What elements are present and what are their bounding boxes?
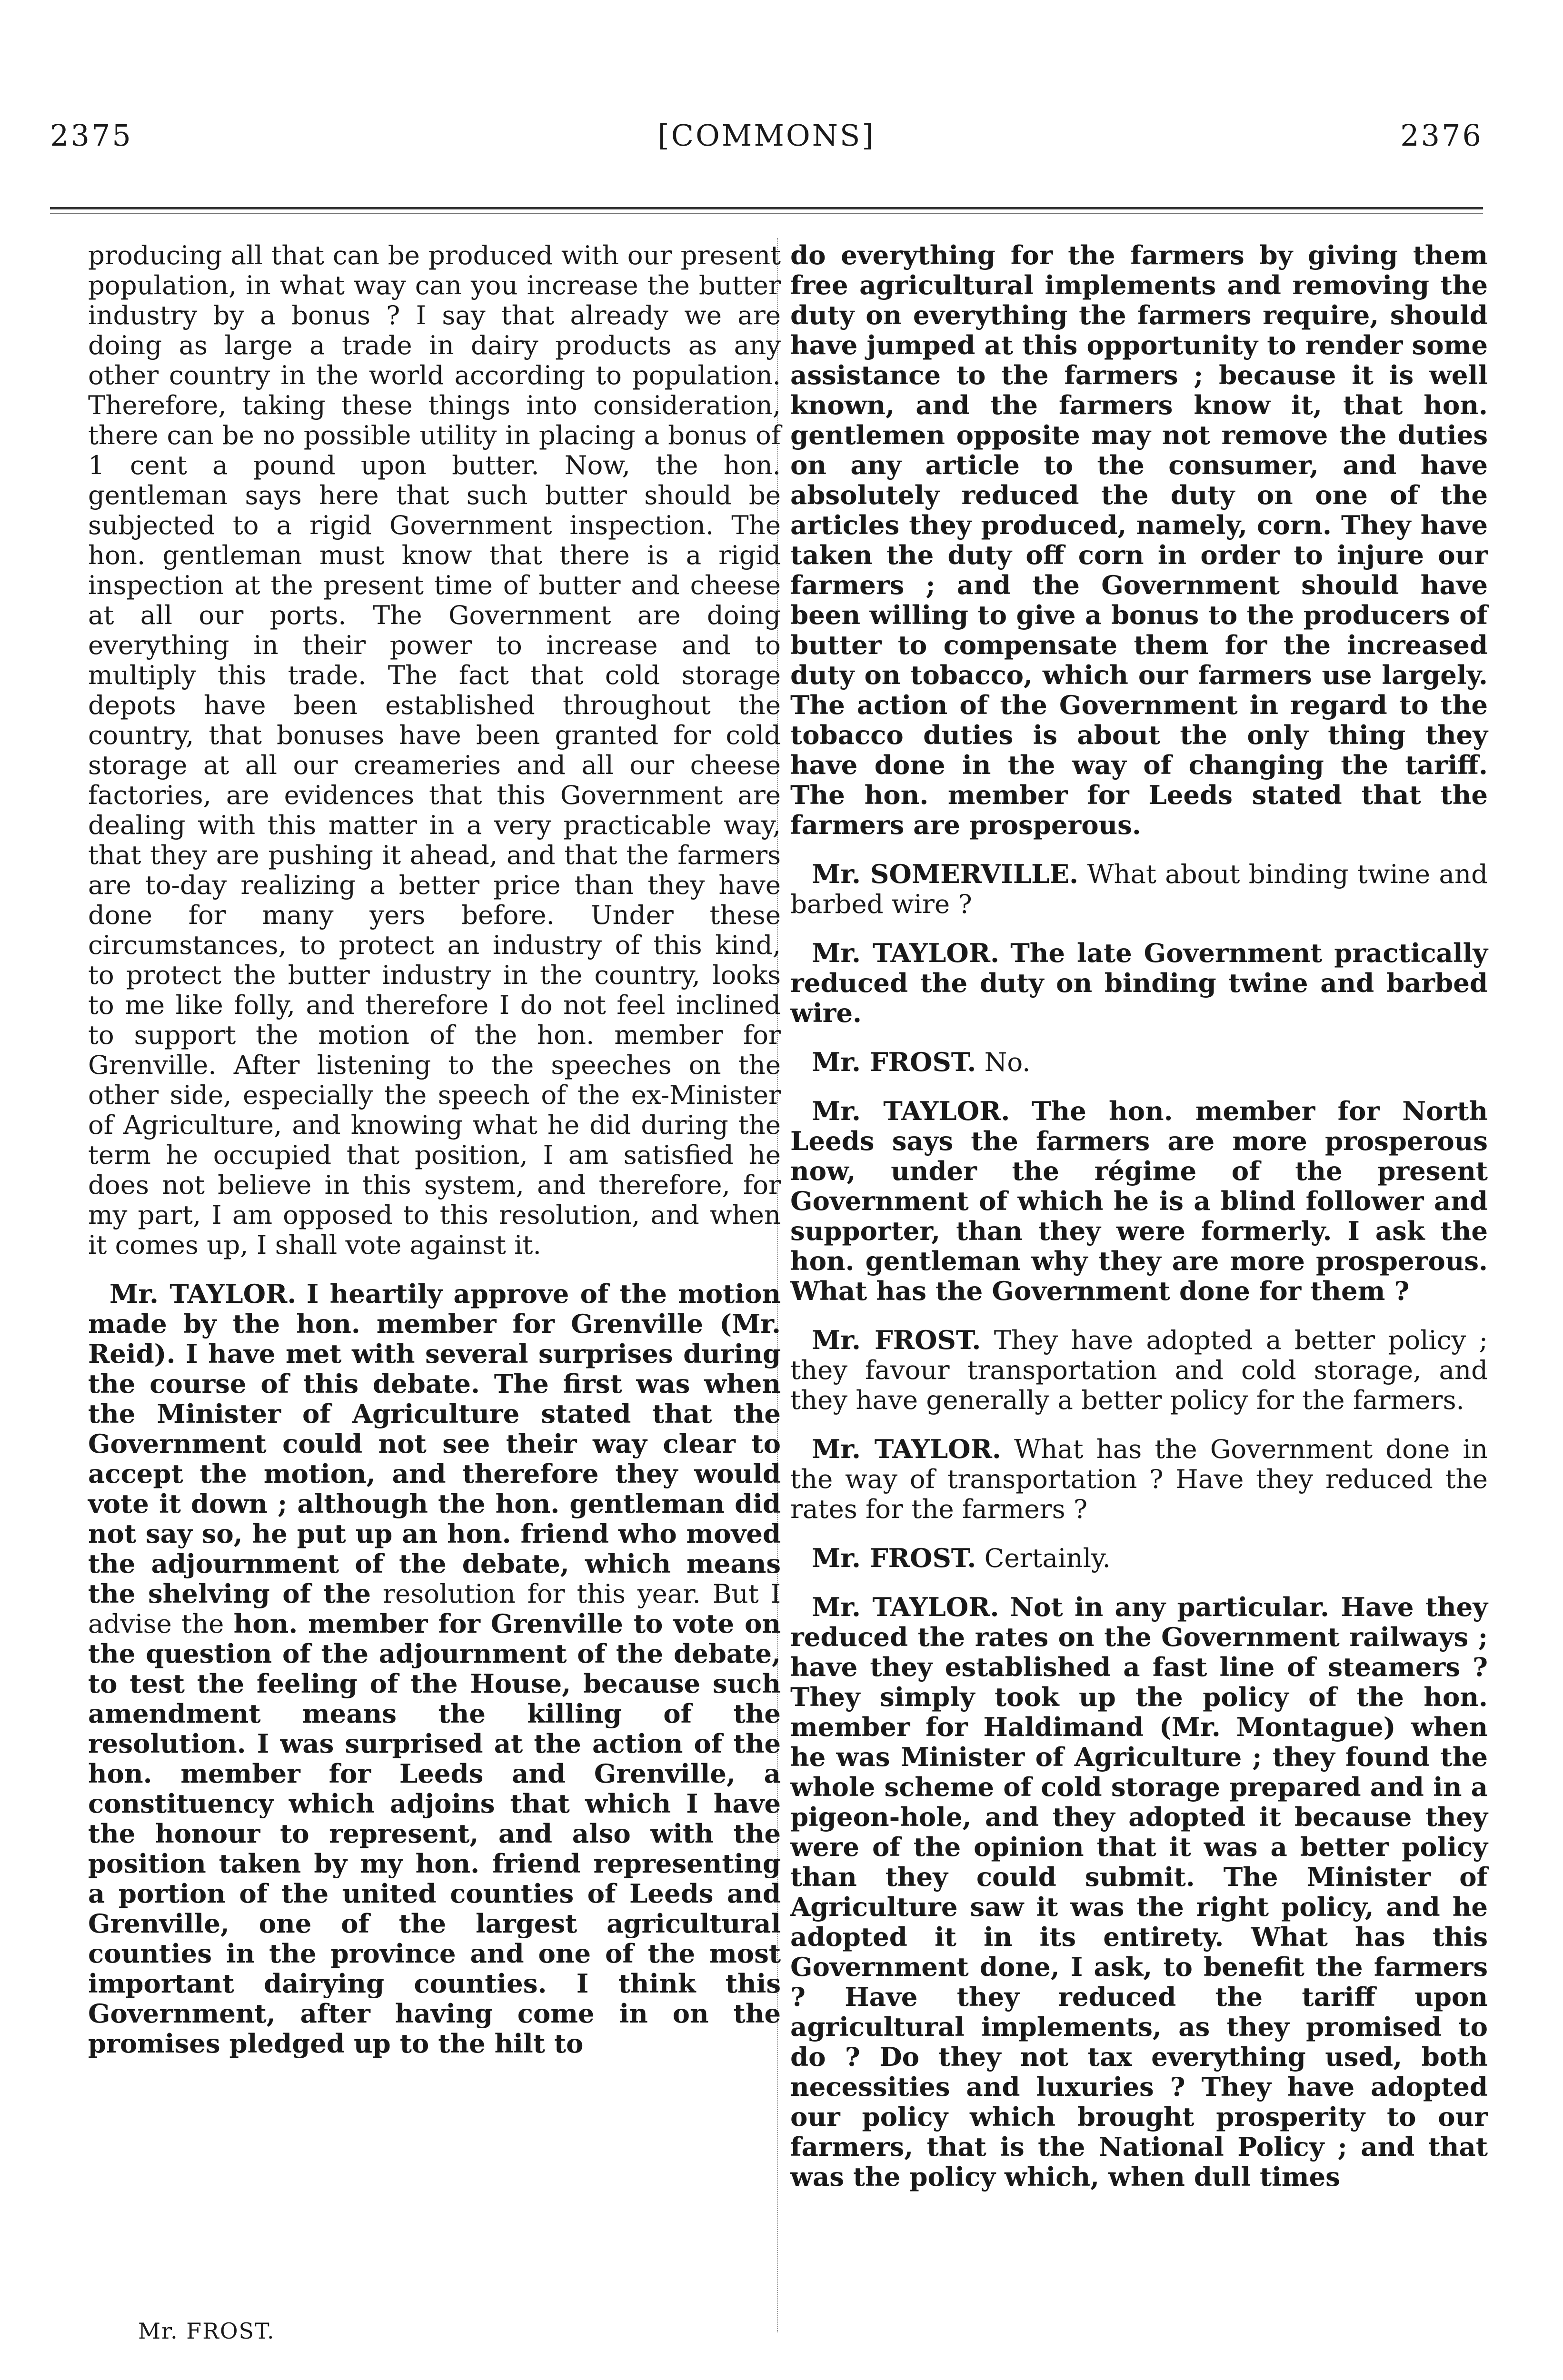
right-paragraph-9 [790, 1592, 1488, 2192]
speech-text-plain: resolution for this year. But I advise the [88, 1578, 781, 1639]
right-paragraph-6 [790, 1325, 1488, 1415]
right-paragraph-4 [790, 1047, 1488, 1077]
right-paragraph-5 [790, 1096, 1488, 1306]
right-paragraph-8 [790, 1543, 1488, 1573]
speech-text: What about binding twine and barbed wire ? [790, 859, 1488, 919]
speaker-name: Mr. TAYLOR. [110, 1279, 297, 1309]
speech-text: The late Government practically reduced the duty on binding twine and barbed wire. [790, 938, 1488, 1028]
speaker-name: Mr. FROST. [812, 1047, 976, 1077]
speaker-name: Mr. TAYLOR. [812, 1096, 1010, 1126]
speaker-name: Mr. FROST. [812, 1543, 976, 1573]
running-head: [COMMONS] [657, 118, 876, 153]
left-paragraph-2 [88, 1279, 781, 2059]
speaker-name: Mr. SOMERVILLE. [812, 859, 1078, 889]
right-paragraph-1: do everything for the farmers by giving them free agricultural implements and removing the duty on everything the farmers require, should have jumped at this opportunity to render some assistance to the farmers ; because it is well known, and the farmers know it, that hon. gentlemen opposite may not remove the duties on any article to the consumer, and have absolutely reduced the duty on one of the articles they produced, namely, corn. They have taken the duty off corn in order to injure our farmers ; and the Government should have been willing to give a bonus to the producers of butter to compensate them for the increased duty on tobacco, which our farmers use largely. The action of the Government in regard to the tobacco duties is about the only thing they have done in the way of changing the tariff. The hon. member for Leeds stated that the farmers are prosperous. [790, 240, 1488, 840]
right-paragraph-2 [790, 859, 1488, 919]
speaker-name: Mr. TAYLOR. [812, 1434, 1001, 1464]
left-column [88, 240, 781, 2078]
speech-text: Not in any particular. Have they reduced the rates on the Government railways ; have they established a fast line of steamers ? They simply took up the policy of the hon. member for Haldimand (Mr. Montague) when he was Minister of Agriculture ; they found the whole scheme of cold storage prepared and in a pigeon-hole, and they adopted it because they were of the opinion that it was a better policy than they could submit. The Minister of Agriculture saw it was the right policy, and he adopted it in its entirety. What has this Government done, I ask, to benefit the farmers ? Have they reduced the tariff upon agricultural implements, as they promised to do ? Do they not tax everything used, both necessities and luxuries ? They have adopted our policy which brought prosperity to our farmers, that is the National Policy ; and that was the policy which, when dull times [790, 1592, 1488, 2192]
speech-text: They have adopted a better policy ; they favour transportation and cold storage, and they have generally a better policy for the farmers. [790, 1325, 1488, 1415]
speech-text: No. [984, 1047, 1031, 1077]
left-paragraph-1: producing all that can be produced with our present population, in what way can you increase the butter industry by a bonus ? I say that already we are doing as large a trade in dairy products as any other country in the world according to population. Therefore, taking these things into consideration, there can be no possible utility in placing a bonus of 1 cent a pound upon butter. Now, the hon. gentleman says here that such butter should be subjected to a rigid Government inspection. The hon. gentleman must know that there is a rigid inspection at the present time of butter and cheese at all our ports. The Government are doing everything in their power to increase and to multiply this trade. The fact that cold storage depots have been established throughout the country, that bonuses have been granted for cold storage at all our creameries and all our cheese factories, are evidences that this Government are dealing with this matter in a very practicable way, that they are pushing it ahead, and that the farmers are to-day realizing a better price than they have done for many yers before. Under these circumstances, to protect an industry of this kind, to protect the butter industry in the country, looks to me like folly, and therefore I do not feel inclined to support the motion of the hon. member for Grenville. After listening to the speeches on the other side, especially the speech of the ex-Minister of Agriculture, and knowing what he did during the term he occupied that position, I am satisfied he does not believe in this system, and therefore, for my part, I am opposed to this resolution, and when it comes up, I shall vote against it. [88, 240, 781, 1260]
speech-text-bold-cont: hon. member for Grenville to vote on the question of the adjournment of the debate, to test the feeling of the House, because such amendment means the killing of the resolution. I was surprised at the action of the hon. member for Leeds and Grenville, a constituency which adjoins that which I have the honour to represent, and also with the position taken by my hon. friend representing a portion of the united counties of Leeds and Grenville, one of the largest agricultural counties in the province and one of the most important dairying counties. I think this Government, after having come in on the promises pledged up to the hilt to [88, 1608, 781, 2059]
speaker-name: Mr. TAYLOR. [812, 1592, 999, 1622]
right-column [790, 240, 1488, 2211]
right-paragraph-3 [790, 938, 1488, 1028]
speech-text-bold: I heartily approve of the motion made by the hon. member for Grenville (Mr. Reid). I have met with several surprises during the course of this debate. The first was when the Minister of Agriculture stated that the Government could not see their way clear to accept the motion, and therefore they would vote it down ; although the hon. gentleman did not say so, he put up an hon. friend who moved the adjournment of the debate, which means the shelving of the [88, 1279, 781, 1609]
page-header [50, 114, 1483, 157]
header-rule [50, 207, 1483, 209]
speech-text: The hon. member for North Leeds says the farmers are more prosperous now, under the régime of the present Government of which he is a blind follower and supporter, than they were formerly. I ask the hon. gentleman why they are more prosperous. What has the Government done for them ? [790, 1096, 1488, 1306]
header-rule-thin [50, 213, 1483, 214]
speaker-name: Mr. FROST. [812, 1325, 981, 1355]
speaker-name: Mr. TAYLOR. [812, 938, 999, 968]
page-number-left: 2375 [50, 118, 133, 153]
speech-text: Certainly. [984, 1543, 1111, 1573]
page-number-right: 2376 [1400, 118, 1483, 153]
right-paragraph-7 [790, 1434, 1488, 1524]
speech-text: What has the Government done in the way of transportation ? Have they reduced the rates for the farmers ? [790, 1434, 1488, 1524]
footer-speaker: Mr. FROST. [138, 2318, 275, 2344]
